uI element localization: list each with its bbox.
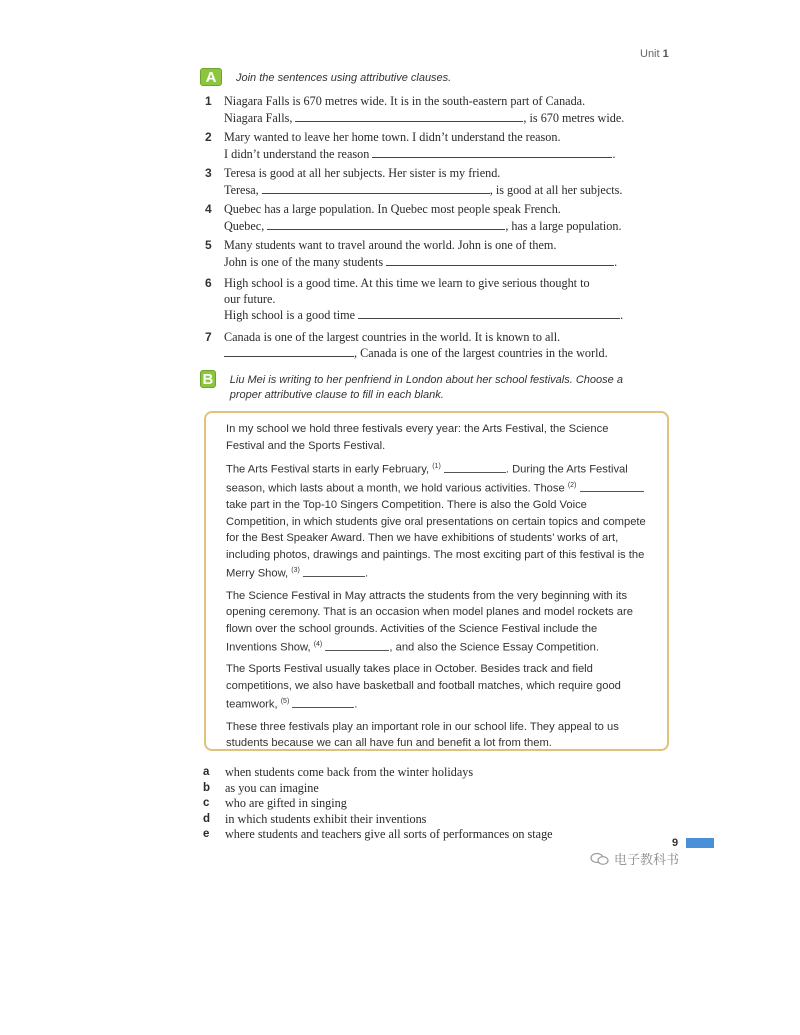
watermark xyxy=(590,849,679,868)
option-item: c who are gifted in singing xyxy=(203,796,347,810)
exercise-item: 7 Canada is one of the largest countries in the world. It is known to all. , Canada is one of the largest countries in the world. xyxy=(200,330,646,362)
blank-marker: (2) xyxy=(567,482,577,490)
letter-blank[interactable] xyxy=(580,481,644,492)
section-a-header xyxy=(200,68,451,86)
answer-blank[interactable] xyxy=(372,146,612,158)
exercise-item: 6 High school is a good time. At this time we learn to give serious thought to our future. High school is a good time . xyxy=(200,276,646,324)
page-number: 9 xyxy=(672,837,679,849)
options-list xyxy=(203,765,553,843)
unit-number: 1 xyxy=(662,48,669,60)
item-prompt: High school is a good time. At this time we learn to give serious thought to xyxy=(224,276,590,290)
blank-marker: (4) xyxy=(313,641,323,649)
letter-blank[interactable] xyxy=(292,697,354,708)
item-answer-line: High school is a good time . xyxy=(224,308,624,322)
item-answer-line: Teresa, , is good at all her subjects. xyxy=(224,182,623,197)
letter-paragraph: In my school we hold three festivals every year: the Arts Festival, the Science Festival and the Sports Festival. xyxy=(226,423,609,452)
answer-blank[interactable] xyxy=(358,307,620,319)
section-a-exercise xyxy=(200,94,646,366)
item-answer-line: John is one of the many students . xyxy=(224,254,618,269)
option-item: e where students and teachers give all sorts of performances on stage xyxy=(203,827,553,841)
answer-blank[interactable] xyxy=(295,110,523,122)
exercise-item: 5 Many students want to travel around the world. John is one of them. John is one of the many students . xyxy=(200,238,646,270)
item-prompt: Canada is one of the largest countries in the world. It is known to all. xyxy=(224,329,561,344)
unit-label: Unit 1 xyxy=(640,48,669,60)
section-a-instruction: Join the sentences using attributive clauses. xyxy=(236,72,452,84)
letter-blank[interactable] xyxy=(303,566,365,577)
letter-blank[interactable] xyxy=(444,462,506,473)
letter-paragraph: The Science Festival in May attracts the students from the very beginning with its opening ceremony. That is an occasion when model planes and model rockets are flown over the school grounds. Activities of the Science Festival include the Inventions Show, $^{(4)}$ , and also the Science Essay Competition. xyxy=(226,589,633,654)
item-answer-line: I didn’t understand the reason . xyxy=(224,146,616,161)
letter-paragraph: These three festivals play an important role in our school life. They appeal to us students because we can all have fun and benefit a lot from them. xyxy=(226,720,619,750)
item-answer-line: Quebec, , has a large population. xyxy=(224,218,622,233)
section-b-badge: B xyxy=(200,370,216,388)
letter-box xyxy=(204,411,669,751)
watermark-text: 电子教科书 xyxy=(614,853,680,868)
page-number-bar xyxy=(686,838,714,848)
exercise-item: 3 Teresa is good at all her subjects. Her sister is my friend. Teresa, , is good at all her subjects. xyxy=(200,166,646,198)
answer-blank[interactable] xyxy=(386,254,614,266)
blank-marker: (5) xyxy=(280,698,290,706)
letter-paragraph: The Arts Festival starts in early February, $^{(1)}$ . During the Arts Festival season, which lasts about a month, we hold various activities. Those $^{(2)}$ take part in the Top-10 Singers Competition. There is also the Gold Voice Competition, in which students give oral presentations on certain topics and compete for the Best Speaker Award. Then we have exhibitions of students’ works of art, including photos, drawings and paintings. The most exciting part of this festival is the Merry Show, $^{(3)}$ . xyxy=(226,463,646,581)
exercise-item: 1 Niagara Falls is 670 metres wide. It is in the south-eastern part of Canada. Niagara Falls, , is 670 metres wide. xyxy=(200,94,646,126)
option-item: b as you can imagine xyxy=(203,780,319,795)
section-a-badge: A xyxy=(200,68,222,86)
item-prompt: Quebec has a large population. In Quebec most people speak French. xyxy=(224,202,561,216)
item-prompt: Many students want to travel around the world. John is one of them. xyxy=(224,238,557,252)
letter-paragraph: The Sports Festival usually takes place in October. Besides track and field competitions, we also have basketball and football matches, which require good teamwork, $^{(5)}$ . xyxy=(226,663,621,712)
answer-blank[interactable] xyxy=(224,345,354,357)
item-prompt: Mary wanted to leave her home town. I didn’t understand the reason. xyxy=(224,130,561,144)
letter-blank[interactable] xyxy=(325,640,389,651)
option-item: d in which students exhibit their inventions xyxy=(203,811,427,826)
blank-marker: (1) xyxy=(432,463,441,470)
item-answer-line: Niagara Falls, , is 670 metres wide. xyxy=(224,110,625,125)
item-prompt-cont: our future. xyxy=(224,291,276,306)
item-prompt: Niagara Falls is 670 metres wide. It is in the south-eastern part of Canada. xyxy=(224,94,586,108)
chat-icon xyxy=(590,852,610,866)
answer-blank[interactable] xyxy=(262,182,490,194)
exercise-item: 2 Mary wanted to leave her home town. I didn’t understand the reason. I didn’t understand the reason . xyxy=(200,130,646,162)
item-answer-line: , Canada is one of the largest countries in the world. xyxy=(224,345,646,362)
section-b-header xyxy=(200,370,650,403)
option-item: a when students come back from the winter holidays xyxy=(203,765,474,779)
blank-marker: (3) xyxy=(291,567,300,575)
exercise-item: 4 Quebec has a large population. In Quebec most people speak French. Quebec, , has a large population. xyxy=(200,202,646,234)
answer-blank[interactable] xyxy=(267,218,505,230)
section-b-instruction: Liu Mei is writing to her penfriend in London about her school festivals. Choose a proper attributive clause to fill in each blank. xyxy=(229,374,623,401)
item-prompt: Teresa is good at all her subjects. Her sister is my friend. xyxy=(224,166,501,180)
